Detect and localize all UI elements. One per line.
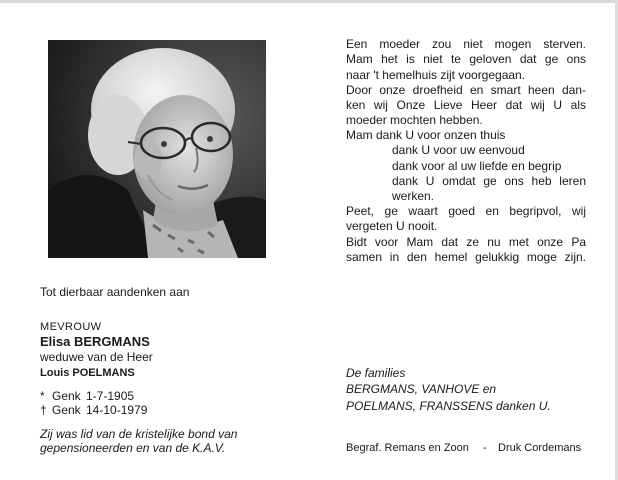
cross-icon: †	[40, 403, 47, 417]
poem-line: Bidt voor Mam dat ze nu met onze Pa	[346, 234, 586, 249]
poem-line: Een moeder zou niet mogen sterven.	[346, 37, 586, 51]
poem-stanza-3	[346, 204, 586, 265]
poem-line: werken.	[392, 189, 435, 204]
families-heading: De families	[346, 366, 406, 380]
poem-line: Door onze droefheid en smart heen dan-	[346, 82, 586, 97]
poem-line: moeder mochten hebben.	[346, 113, 483, 128]
deceased-name	[40, 334, 150, 349]
undertaker-credit: Begraf. Remans en Zoon	[346, 442, 469, 454]
card-edge-top	[0, 0, 618, 3]
poem-line: Peet, ge waart goed en begripvol, wij	[346, 204, 586, 218]
footer-separator: -	[483, 442, 487, 454]
birth-place: Genk	[52, 389, 81, 403]
poem-line: samen in den hemel gelukkig moge zijn.	[346, 249, 586, 264]
husband-first-name: Louis	[40, 367, 70, 379]
first-name: Elisa	[40, 334, 71, 349]
poem-line: Mam dank U voor onzen thuis	[346, 128, 506, 142]
birth-line	[40, 389, 134, 404]
death-line	[40, 403, 147, 418]
poem-line: Mam het is niet te geloven dat ge ons	[346, 52, 586, 67]
poem-line: dank U voor uw eenvoud	[392, 143, 525, 158]
husband-name	[40, 366, 135, 381]
membership-line-2: gepensioneerden en van de K.A.V.	[40, 441, 226, 455]
widow-of-text: weduwe van de Heer	[40, 350, 153, 364]
printer-credit: Druk Cordemans	[498, 442, 582, 454]
intro-text: Tot dierbaar aandenken aan	[40, 285, 190, 299]
poem-line: naar 't hemelhuis zijt voorgegaan.	[346, 67, 526, 82]
poem-line: vergeten U nooit.	[346, 219, 438, 234]
death-date: 14-10-1979	[86, 403, 148, 417]
death-place: Genk	[52, 403, 81, 417]
membership-line-1: Zij was lid van de kristelijke bond van	[40, 427, 238, 441]
portrait-photo	[48, 40, 266, 258]
poem-stanza-1	[346, 37, 586, 129]
last-name: BERGMANS	[73, 334, 150, 349]
families-line-1: BERGMANS, VANHOVE en	[346, 382, 497, 396]
title-text: MEVROUW	[40, 321, 102, 333]
birth-symbol: *	[40, 389, 45, 403]
families-line-2: POELMANS, FRANSSENS danken U.	[346, 399, 551, 413]
birth-date: 1-7-1905	[86, 389, 135, 403]
poem-line: dank U omdat ge ons heb leren	[392, 173, 586, 188]
poem-line: dank voor al uw liefde en begrip	[392, 158, 562, 173]
poem-line: ken wij Onze Lieve Heer dat wij U als	[346, 98, 586, 113]
poem-stanza-2	[346, 128, 586, 204]
husband-last-name: POELMANS	[72, 367, 135, 379]
